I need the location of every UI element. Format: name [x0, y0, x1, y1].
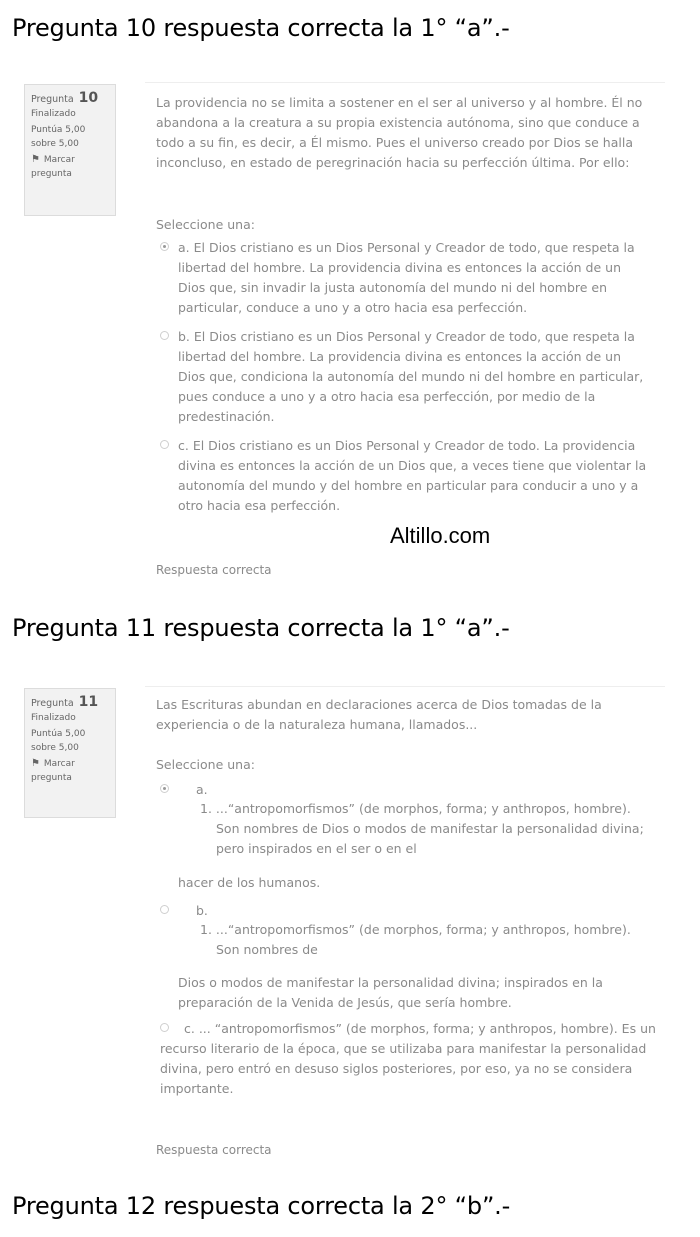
question-score-line2: sobre 5,00	[31, 743, 79, 753]
option-11-b-continuation: Dios o modos de manifestar la personalidad divina; inspirados en la preparación de la Venida de Jesús, que sería hombre.	[178, 975, 603, 1010]
question-state: Finalizado	[31, 109, 76, 119]
question-label: Pregunta	[31, 698, 74, 709]
watermark: Altillo.com	[390, 523, 491, 548]
question-label: Pregunta	[31, 94, 74, 105]
question-info-box-11	[24, 688, 116, 818]
option-11-a-item: 1. ...“antropomorfismos” (de morphos, forma; y anthropos, hombre). Son nombres de Dios o modos de manifestar la personalidad divina; pero inspirados en el ser o en el	[200, 801, 644, 856]
question-number: 10	[78, 90, 99, 106]
option-letter: a.	[196, 782, 208, 797]
select-label-10: Seleccione una:	[156, 217, 255, 232]
divider	[145, 686, 665, 687]
radio-button-checked[interactable]	[160, 784, 169, 793]
flag-question-label[interactable]: pregunta	[31, 169, 72, 179]
question-score-line1: Puntúa 5,00	[31, 125, 86, 135]
option-10-c[interactable]	[160, 436, 652, 516]
radio-button[interactable]	[160, 1023, 169, 1032]
radio-button[interactable]	[160, 331, 169, 340]
flag-question-label[interactable]: pregunta	[31, 773, 72, 783]
question-state: Finalizado	[31, 713, 76, 723]
question-number: 11	[78, 694, 99, 710]
feedback-11: Respuesta correcta	[156, 1143, 272, 1157]
radio-button[interactable]	[160, 905, 169, 914]
option-11-a-continuation: hacer de los humanos.	[178, 875, 321, 890]
question-score-line2: sobre 5,00	[31, 139, 79, 149]
option-letter: b.	[196, 903, 208, 918]
question-score-line1: Puntúa 5,00	[31, 729, 86, 739]
flag-question-link[interactable]: ⚑ Marcar	[31, 154, 75, 165]
option-11-b[interactable]	[160, 901, 640, 921]
option-text: c. ... “antropomorfismos” (de morphos, forma; y anthropos, hombre). Es un recurso literario de la época, que se utilizaba para manifestar la personalidad divina, pero entró en desuso siglos posteriores, por eso, ya no se considera importante.	[160, 1021, 656, 1096]
flag-icon: ⚑	[31, 154, 40, 165]
option-text: c. El Dios cristiano es un Dios Personal y Creador de todo. La providencia divina es entonces la acción de un Dios que, a veces tiene que violentar la autonomía del mundo y del hombre en particular para conducir a uno y a otro hacia esa perfección.	[178, 438, 647, 513]
radio-button[interactable]	[160, 440, 169, 449]
select-label-11: Seleccione una:	[156, 757, 255, 772]
heading-question-11: Pregunta 11 respuesta correcta la 1° “a”.-	[12, 614, 510, 642]
option-11-b-item: 1. ...“antropomorfismos” (de morphos, forma; y anthropos, hombre). Son nombres de	[200, 922, 631, 957]
option-10-b[interactable]	[160, 327, 652, 427]
option-text: a. El Dios cristiano es un Dios Personal y Creador de todo, que respeta la libertad del hombre. La providencia divina es entonces la acción de un Dios que, sin invadir la justa autonomía del mundo ni del hombre en particular, conduce a uno y a otro hacia esa perfección.	[178, 240, 635, 315]
option-10-a[interactable]	[160, 238, 652, 318]
option-text: b. El Dios cristiano es un Dios Personal y Creador de todo, que respeta la libertad del hombre. La providencia divina es entonces la acción de un Dios que, condiciona la autonomía del mundo ni del hombre en particular, pues conduce a uno y a otro hacia esa perfección, por medio de la predestinación.	[178, 329, 644, 424]
heading-question-10: Pregunta 10 respuesta correcta la 1° “a”.-	[12, 14, 510, 42]
feedback-10: Respuesta correcta	[156, 563, 272, 577]
option-11-c[interactable]	[160, 1019, 664, 1099]
divider	[145, 82, 665, 83]
radio-button-checked[interactable]	[160, 242, 169, 251]
question-text-10: La providencia no se limita a sostener en el ser al universo y al hombre. Él no abandona a la creatura a su propia existencia autónoma, sino que conduce a todo a su fin, es decir, a Él mismo. Pues el universo creado por Dios se halla inconcluso, en estado de peregrinación hacia su perfección última. Por ello:	[156, 95, 643, 170]
flag-icon: ⚑	[31, 758, 40, 769]
question-info-box-10	[24, 84, 116, 216]
heading-question-12: Pregunta 12 respuesta correcta la 2° “b”.-	[12, 1192, 511, 1220]
flag-question-link[interactable]: ⚑ Marcar	[31, 758, 75, 769]
question-text-11: Las Escrituras abundan en declaraciones acerca de Dios tomadas de la experiencia o de la naturaleza humana, llamados...	[156, 697, 602, 732]
option-11-a[interactable]	[160, 780, 640, 800]
